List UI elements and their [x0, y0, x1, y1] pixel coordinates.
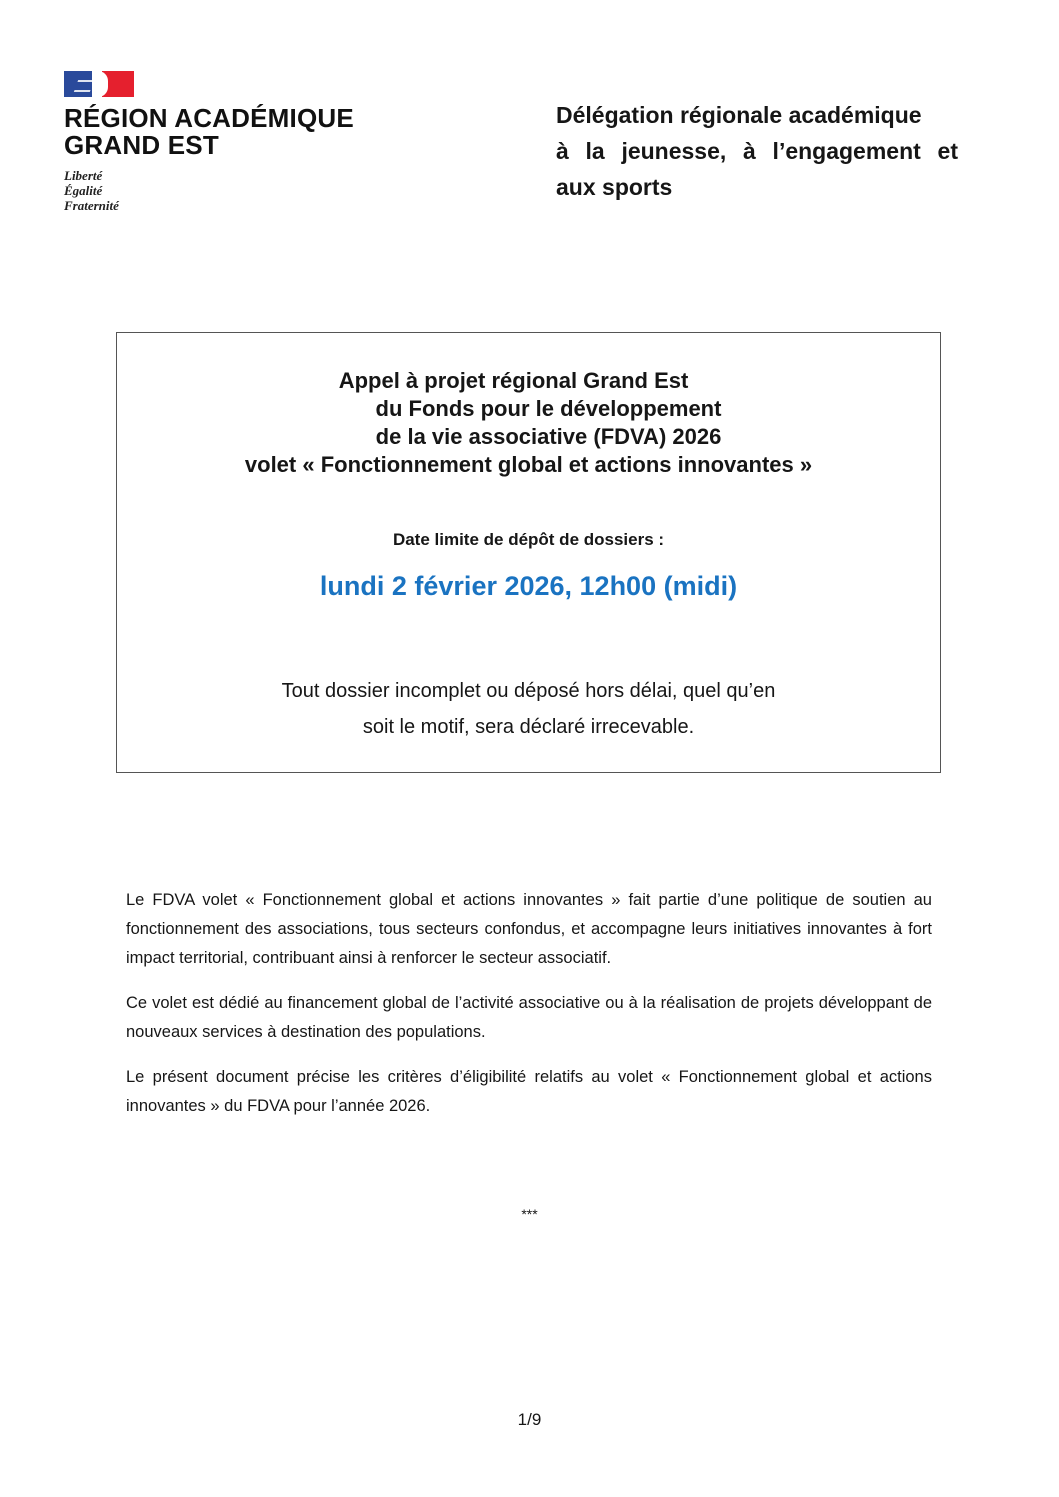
- paragraph: Le présent document précise les critères d’éligibilité relatifs au volet « Fonctionnement global et actions innovantes » du FDVA pour l’année 2026.: [126, 1068, 932, 1115]
- logo-title: [64, 105, 354, 159]
- marianne-flag-icon: [64, 71, 134, 97]
- republic-motto: [64, 168, 354, 213]
- call-title-line: volet « Fonctionnement global et actions innovantes »: [244, 452, 813, 477]
- region-logo: [64, 71, 354, 213]
- call-title-line: de la vie associative (FDVA) 2026: [375, 424, 722, 449]
- call-title-line: du Fonds pour le développement: [375, 396, 722, 421]
- motto-line: Liberté: [64, 168, 103, 183]
- motto-line: Fraternité: [64, 198, 119, 213]
- warning-line: Tout dossier incomplet ou déposé hors délai, quel qu’en: [281, 680, 776, 702]
- delegation-line: à la jeunesse, à l’engagement et: [556, 138, 958, 164]
- call-title-line: Appel à projet régional Grand Est: [338, 368, 689, 393]
- call-for-projects-box: [116, 332, 941, 773]
- inadmissibility-warning: [117, 673, 940, 745]
- section-separator: ***: [521, 1206, 538, 1222]
- motto-line: Égalité: [64, 183, 103, 198]
- intro-text: [126, 886, 932, 1137]
- page-number: 1/9: [517, 1410, 542, 1429]
- warning-line: soit le motif, sera déclaré irrecevable.: [362, 716, 695, 738]
- delegation-line: Délégation régionale académique: [556, 102, 922, 128]
- delegation-heading: [556, 97, 958, 205]
- deadline-date: lundi 2 février 2026, 12h00 (midi): [319, 571, 738, 601]
- logo-title-line: RÉGION ACADÉMIQUE: [64, 103, 354, 133]
- paragraph: Le FDVA volet « Fonctionnement global et actions innovantes » fait partie d’une politique de soutien au fonctionnement des associations, tous secteurs confondus, et accompagne leurs initiatives innovantes à fort impact territorial, contribuant ainsi à renforcer le secteur associatif.: [126, 891, 932, 967]
- call-title: [117, 367, 940, 479]
- paragraph: Ce volet est dédié au financement global de l’activité associative ou à la réalisation de projets développant de nouveaux services à destination des populations.: [126, 994, 932, 1041]
- delegation-line: aux sports: [556, 174, 673, 200]
- logo-title-line: GRAND EST: [64, 130, 219, 160]
- deadline-label: Date limite de dépôt de dossiers :: [392, 530, 665, 549]
